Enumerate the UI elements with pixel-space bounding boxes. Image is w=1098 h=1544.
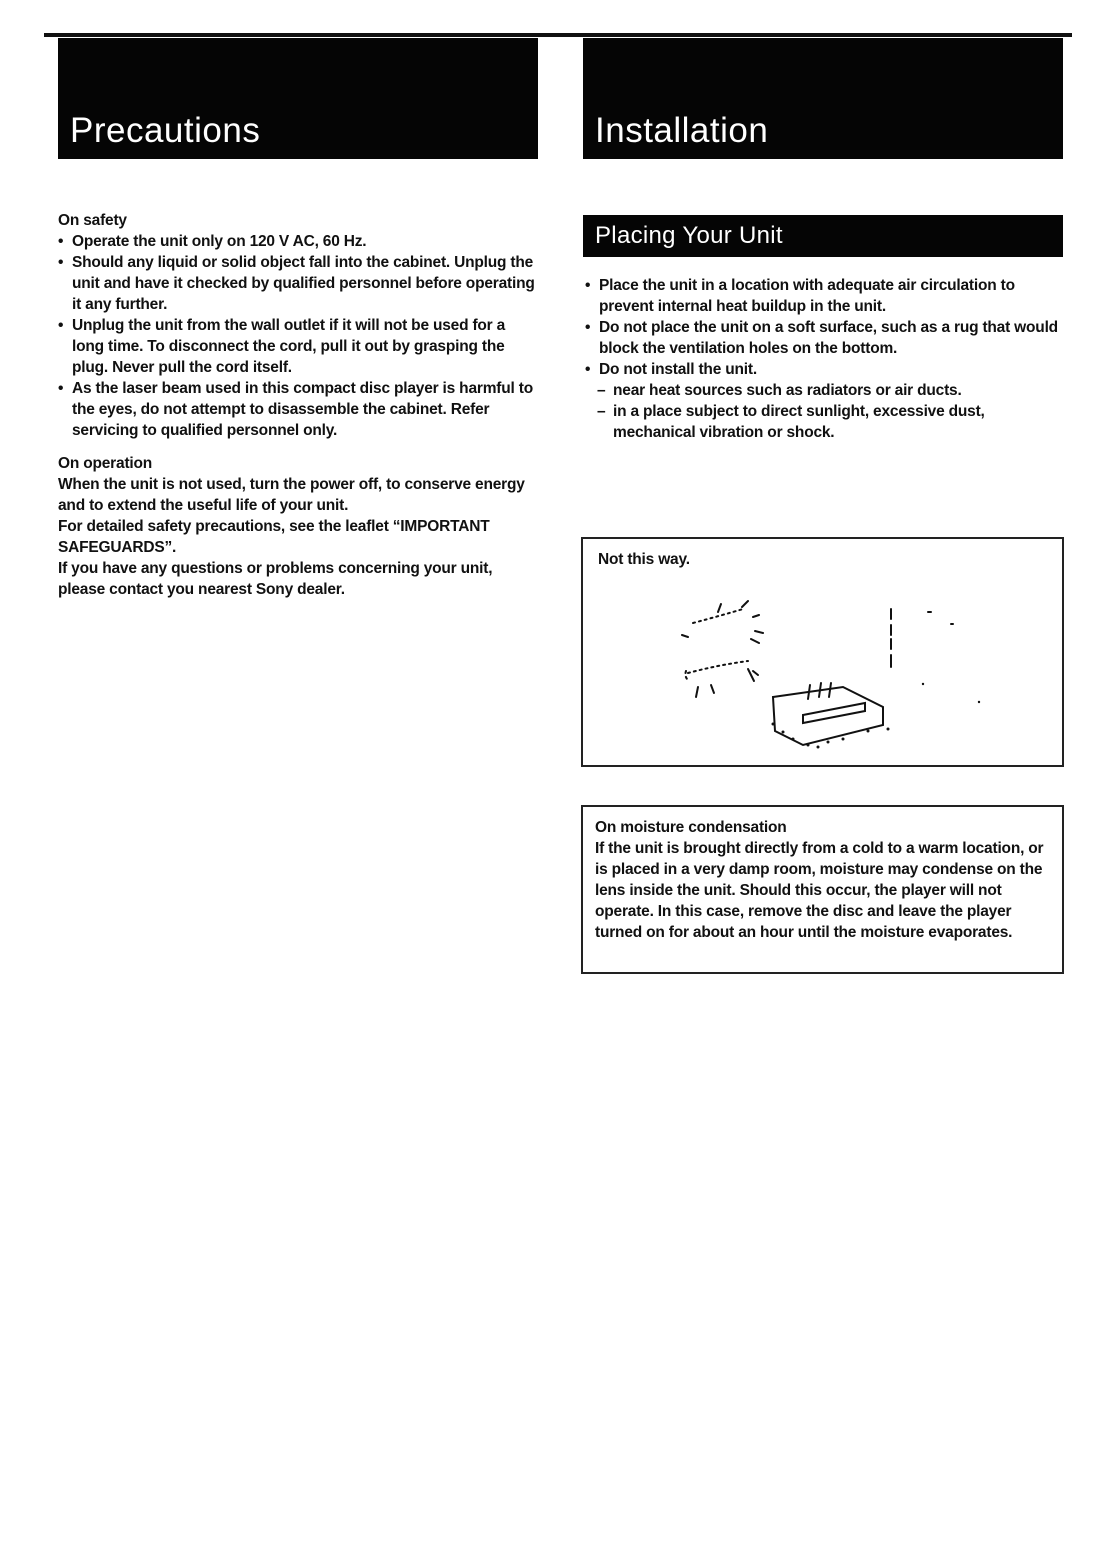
precautions-column xyxy=(58,210,538,600)
placement-item: • Do not install the unit. xyxy=(585,359,1060,380)
not-this-way-figure xyxy=(581,537,1064,767)
moisture-content xyxy=(595,817,1045,943)
placement-item: • Do not place the unit on a soft surface, such as a rug that would block the ventilation holes on the bottom. xyxy=(585,317,1060,359)
installation-title: Installation xyxy=(595,111,769,150)
placement-subitem: – in a place subject to direct sunlight, excessive dust, mechanical vibration or shock. xyxy=(585,401,1060,443)
moisture-text: If the unit is brought directly from a cold to a warm location, or is placed in a very damp room, moisture may condense on the lens inside the unit. Should this occur, the player will not operate. In this case, remove the disc and leave the player turned on for about an hour until the moisture evaporates. xyxy=(595,840,1044,941)
cd-player-on-rug-illustration xyxy=(583,539,1062,765)
figure-caption: Not this way. xyxy=(598,551,690,568)
placing-unit-header xyxy=(583,215,1063,257)
top-rule xyxy=(44,33,1072,37)
placing-unit-title: Placing Your Unit xyxy=(595,222,783,249)
safety-item: • Unplug the unit from the wall outlet if it will not be used for a long time. To disconnect the cord, pull it out by grasping the plug. Never pull the cord itself. xyxy=(58,315,538,378)
placement-subitem: – near heat sources such as radiators or air ducts. xyxy=(585,380,1060,401)
precautions-header xyxy=(58,38,538,159)
safety-item: • Operate the unit only on 120 V AC, 60 Hz. xyxy=(58,231,538,252)
operation-heading: On operation xyxy=(58,455,153,472)
moisture-heading: On moisture condensation xyxy=(595,819,787,836)
safety-item: • Should any liquid or solid object fall into the cabinet. Unplug the unit and have it checked by qualified personnel before operating it any further. xyxy=(58,252,538,315)
contact-text: If you have any questions or problems concerning your unit, please contact you nearest Sony dealer. xyxy=(58,560,493,598)
installation-header xyxy=(583,38,1063,159)
precautions-title: Precautions xyxy=(70,111,261,150)
installation-column xyxy=(585,275,1060,443)
moisture-condensation-box xyxy=(581,805,1064,974)
leaflet-text: For detailed safety precautions, see the leaflet “IMPORTANT SAFEGUARDS”. xyxy=(58,518,490,556)
safety-item: • As the laser beam used in this compact disc player is harmful to the eyes, do not attempt to disassemble the cabinet. Refer servicing to qualified personnel only. xyxy=(58,378,538,441)
placement-item: • Place the unit in a location with adequate air circulation to prevent internal heat buildup in the unit. xyxy=(585,275,1060,317)
operation-text: When the unit is not used, turn the power off, to conserve energy and to extend the useful life of your unit. xyxy=(58,476,525,514)
safety-heading: On safety xyxy=(58,212,127,229)
